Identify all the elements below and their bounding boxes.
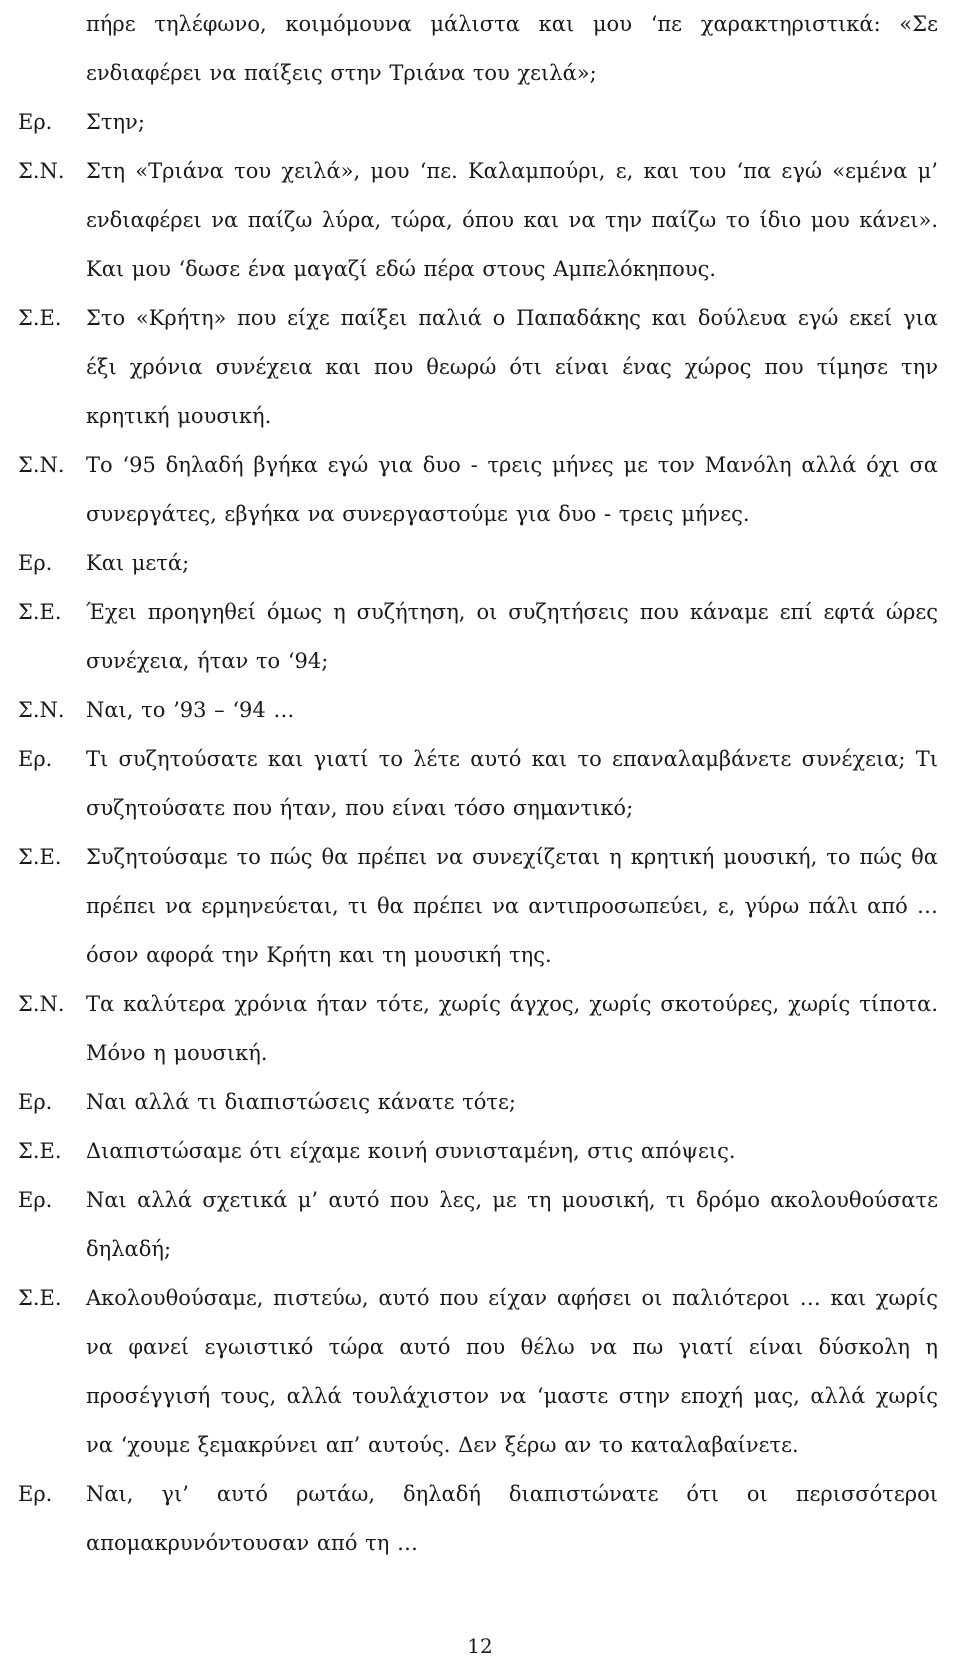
dialogue-text: Διαπιστώσαμε ότι είχαμε κοινή συνισταμένη, στις απόψεις.	[86, 1139, 736, 1163]
dialogue-turn	[18, 0, 958, 98]
dialogue-turn	[18, 147, 958, 294]
interview-transcript	[18, 0, 958, 1568]
dialogue-turn	[18, 294, 958, 441]
dialogue-turn	[18, 686, 958, 735]
dialogue-text: Έχει προηγηθεί όμως η συζήτηση, οι συζητήσεις που κάναμε επί εφτά ώρες συνέχεια, ήταν το ‘94;	[86, 600, 938, 673]
dialogue-turn	[18, 980, 958, 1078]
dialogue-turn	[18, 1470, 958, 1568]
dialogue-turn	[18, 441, 958, 539]
speaker-label: Σ.Ν.	[18, 159, 65, 183]
speaker-label: Ερ.	[18, 747, 53, 771]
dialogue-turn	[18, 1078, 958, 1127]
dialogue-text: Τα καλύτερα χρόνια ήταν τότε, χωρίς άγχος, χωρίς σκοτούρες, χωρίς τίποτα. Μόνο η μουσική.	[86, 992, 938, 1065]
dialogue-text: Ναι, γι’ αυτό ρωτάω, δηλαδή διαπιστώνατε ότι οι περισσότεροι απομακρυνόντουσαν από τη …	[86, 1482, 938, 1555]
dialogue-text: Ακολουθούσαμε, πιστεύω, αυτό που είχαν αφήσει οι παλιότεροι … και χωρίς να φανεί εγωιστικό τώρα αυτό που θέλω να πω γιατί είναι δύσκολη η προσέγγισή τους, αλλά τουλάχιστον να ‘μαστε στην εποχή μας, αλλά χωρίς να ‘χουμε ξεμακρύνει απ’ αυτούς. Δεν ξέρω αν το καταλαβαίνετε.	[86, 1286, 938, 1457]
speaker-label: Σ.Ε.	[18, 600, 62, 624]
dialogue-turn	[18, 735, 958, 833]
dialogue-text: Στο «Κρήτη» που είχε παίξει παλιά ο Παπαδάκης και δούλευα εγώ εκεί για έξι χρόνια συνέχεια και που θεωρώ ότι είναι ένας χώρος που τίμησε την κρητική μουσική.	[86, 306, 938, 428]
speaker-label: Σ.Ε.	[18, 306, 62, 330]
speaker-label: Ερ.	[18, 551, 53, 575]
dialogue-text: Στην;	[86, 110, 145, 134]
speaker-label: Σ.Ν.	[18, 453, 65, 477]
speaker-label: Ερ.	[18, 1482, 53, 1506]
dialogue-text: Ναι αλλά τι διαπιστώσεις κάνατε τότε;	[86, 1090, 516, 1114]
dialogue-turn	[18, 98, 958, 147]
speaker-label: Σ.Ε.	[18, 1139, 62, 1163]
dialogue-text: Συζητούσαμε το πώς θα πρέπει να συνεχίζεται η κρητική μουσική, το πώς θα πρέπει να ερμηνεύεται, τι θα πρέπει να αντιπροσωπεύει, ε, γύρω πάλι από … όσον αφορά την Κρήτη και τη μουσική της.	[86, 845, 938, 967]
dialogue-text: Ναι, το ’93 – ‘94 …	[86, 698, 295, 722]
dialogue-turn	[18, 1274, 958, 1470]
speaker-label: Σ.Ε.	[18, 845, 62, 869]
page-number: 12	[467, 1634, 493, 1658]
dialogue-text: Ναι αλλά σχετικά μ’ αυτό που λες, με τη μουσική, τι δρόμο ακολουθούσατε δηλαδή;	[86, 1188, 938, 1261]
dialogue-text: Τι συζητούσατε και γιατί το λέτε αυτό και το επαναλαμβάνετε συνέχεια; Τι συζητούσατε που ήταν, που είναι τόσο σημαντικό;	[86, 747, 938, 820]
dialogue-text: Το ‘95 δηλαδή βγήκα εγώ για δυο - τρεις μήνες με τον Μανόλη αλλά όχι σα συνεργάτες, εβγήκα να συνεργαστούμε για δυο - τρεις μήνες.	[86, 453, 938, 526]
speaker-label: Σ.Ε.	[18, 1286, 62, 1310]
speaker-label: Σ.Ν.	[18, 698, 65, 722]
dialogue-text: Και μετά;	[86, 551, 190, 575]
dialogue-text: πήρε τηλέφωνο, κοιμόμουνα μάλιστα και μου ‘πε χαρακτηριστικά: «Σε ενδιαφέρει να παίξεις στην Τριάνα του χειλά»;	[86, 12, 938, 85]
speaker-label: Ερ.	[18, 1188, 53, 1212]
speaker-label: Σ.Ν.	[18, 992, 65, 1016]
dialogue-turn	[18, 1127, 958, 1176]
dialogue-turn	[18, 539, 958, 588]
dialogue-turn	[18, 833, 958, 980]
dialogue-turn	[18, 1176, 958, 1274]
speaker-label: Ερ.	[18, 1090, 53, 1114]
speaker-label: Ερ.	[18, 110, 53, 134]
dialogue-text: Στη «Τριάνα του χειλά», μου ‘πε. Καλαμπούρι, ε, και του ‘πα εγώ «εμένα μ’ ενδιαφέρει να παίζω λύρα, τώρα, όπου και να την παίζω το ίδιο μου κάνει». Και μου ‘δωσε ένα μαγαζί εδώ πέρα στους Αμπελόκηπους.	[86, 159, 938, 281]
dialogue-turn	[18, 588, 958, 686]
